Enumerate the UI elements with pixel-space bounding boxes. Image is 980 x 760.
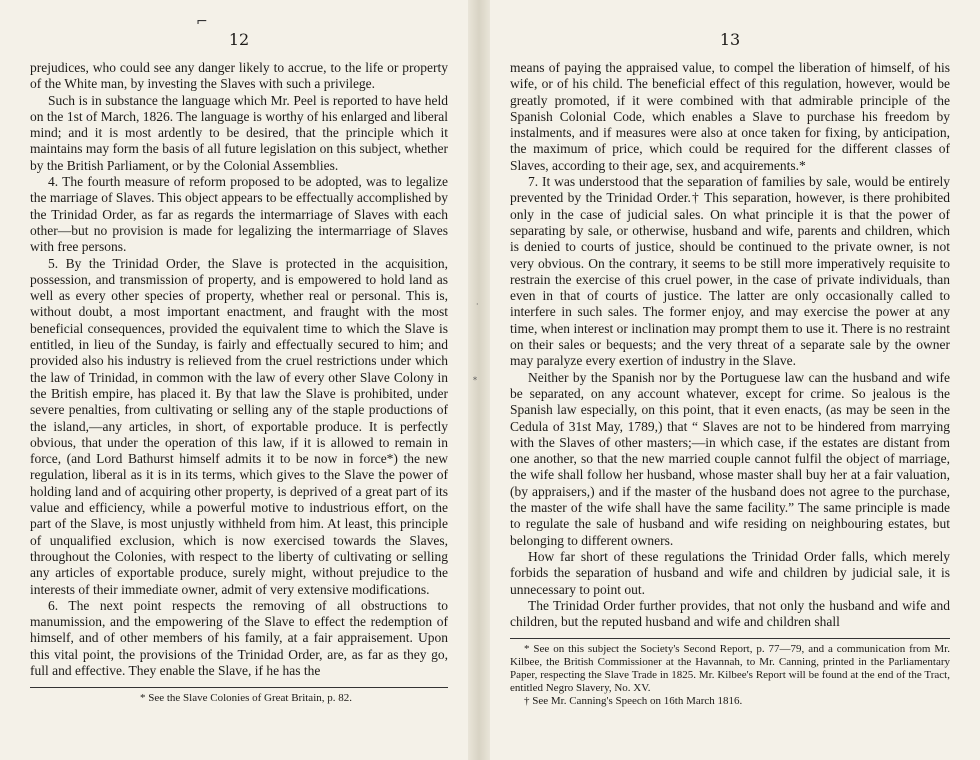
paragraph: How far short of these regulations the Trinidad Order falls, which merely forbids the separation of husband and wife and children by judicial sale, it is unnecessary to point out. — [510, 548, 950, 597]
footnote-rule — [510, 638, 950, 639]
paragraph: Such is in substance the language which Mr. Peel is reported to have held on the 1st of March, 1826. The language is worthy of his enlarged and liberal mind; and it is most ardently to be desired, that the principle which it maintains may form the basis of all future legislation on this subject, whether by the British Parliament, or by the Colonial Assemblies. — [30, 92, 448, 173]
page-speck: · — [476, 300, 479, 309]
paragraph: 4. The fourth measure of reform proposed to be adopted, was to legalize the marriage of Slaves. This object appears to be effectually accomplished by the Trinidad Order, as far as regards the intermarriage of Slaves with each other—but no provision is made for legalizing the intermarriage of Slaves with free persons. — [30, 174, 448, 255]
footnote: * See on this subject the Society's Second Report, p. 77—79, and a communication from Mr. Kilbee, the British Commissioner at the Havannah, to Mr. Canning, printed in the Parliamentary Paper, respecting the Slave Trade in 1825. Mr. Kilbee's Report will be found at the end of the Tract, entitled Negro Slavery, No. XV. — [510, 643, 950, 695]
paragraph: means of paying the appraised value, to compel the liberation of himself, of his wife, or of his child. The beneficial effect of this regulation, however, would be greatly promoted, if it were combined with that admirable principle of the Spanish Colonial Code, which enables a Slave to purchase his freedom by instalments, and if measures were also at once taken for fixing, by anticipation, the maximum of price, which could be required for the different classes of Slaves, according to their age, sex, and acquirements.* — [510, 60, 950, 173]
page-number: 13 — [719, 30, 741, 49]
footnote-rule — [30, 687, 448, 688]
footnotes — [510, 643, 950, 708]
book-gutter — [468, 0, 490, 760]
page-body — [510, 60, 950, 630]
paragraph: 6. The next point respects the removing of all obstructions to manumission, and the empowering of the Slave to effect the redemption of himself, and of other members of his family, at a fair appraisement. Upon this vital point, the provisions of the Trinidad Order, are, as far as they go, full and effective. They enable the Slave, if he has the — [30, 597, 448, 678]
page-number: 12 — [228, 30, 250, 49]
page-body — [30, 60, 448, 679]
pencil-mark: ⌐ — [196, 14, 208, 30]
paragraph: 7. It was understood that the separation of families by sale, would be entirely prevented by the Trinidad Order.† This separation, however, is there prohibited only in the case of judicial sales. On what principle it is that the power of separating by sale, or otherwise, husband and wife, parents and children, which is denied to courts of justice, should be continued to the private owner, is not very obvious. On the contrary, it seems to be still more imperatively requisite to restrain the exercise of this cruel power, in the case of private individuals, than even in that of courts of justice. The latter are only occasionally called to interfere in such sales. The former enjoy, and may exercise the power at any time, when interest or inclination may prompt them to use it. There is no restraint on their sales or bequests; and the very threat of a separate sale by the owner may paralyze every exertion of industry in the Slave. — [510, 174, 950, 369]
footnotes — [30, 692, 448, 705]
paragraph: prejudices, who could see any danger likely to accrue, to the life or property of the White man, by investing the Slaves with such a privilege. — [30, 60, 448, 92]
footnote: † See Mr. Canning's Speech on 16th March 1816. — [524, 695, 743, 708]
footnote: * See the Slave Colonies of Great Britain, p. 82. — [139, 692, 352, 705]
paragraph: 5. By the Trinidad Order, the Slave is protected in the acquisition, possession, and transmission of property, and is empowered to hold land as well as every other species of property, whether real or personal. This is, without doubt, a most important enactment, and fraught with the most beneficial consequences, provided the equivalent time to which the Slave is entitled, in lieu of the Sunday, is fairly and effectually secured to him; and provided also his industry is relieved from the cruel restrictions under which the law of Trinidad, in common with the law of every other Slave Colony in the British empire, has placed it. By that law the Slave is prohibited, under severe penalties, from cultivating or selling any of the staple productions of the island,—any articles, in short, of exportable produce. It is perfectly obvious, that under the operation of this law, if it is allowed to remain in force, (and Lord Bathurst himself admits it to be now in force*) the new regulation, liberal as it is in its terms, which gives to the Slave the power of holding land and of acquiring other property, is deprived of a great part of its value and efficiency, while a powerful motive to industrious effort, on the part of the Slave, is most unjustly withheld from him. At least, this principle of unqualified exclusion, which is now exercised towards the Slaves, throughout the Colonies, with respect to the liberty of cultivating or selling any articles of exportable produce, surely might, without prejudice to the interests of their immediate owner, admit of very extensive modifications. — [30, 255, 448, 597]
page-speck: * — [473, 376, 477, 385]
right-page — [490, 0, 980, 760]
paragraph: The Trinidad Order further provides, that not only the husband and wife and children, but the reputed husband and wife and children shall — [510, 597, 950, 630]
left-page — [0, 0, 468, 760]
paragraph: Neither by the Spanish nor by the Portuguese law can the husband and wife be separated, on any account whatever, except for crime. So jealous is the Spanish law especially, on this point, that it even enacts, (as may be seen in the Cedula of 31st May, 1789,) that “ Slaves are not to be hindered from marrying with the Slaves of other masters;—in which case, if the estates are distant from one another, so that the new married couple cannot fulfil the object of marriage, the wife shall follow her husband, whose master shall buy her at a fair valuation, (by appraisers,) and if the master of the husband does not agree to the purchase, the master of the wife shall have the same facility.” The same principle is made to regulate the sale of husband and wife residing on neighbouring estates, but belonging to different owners. — [510, 369, 950, 548]
